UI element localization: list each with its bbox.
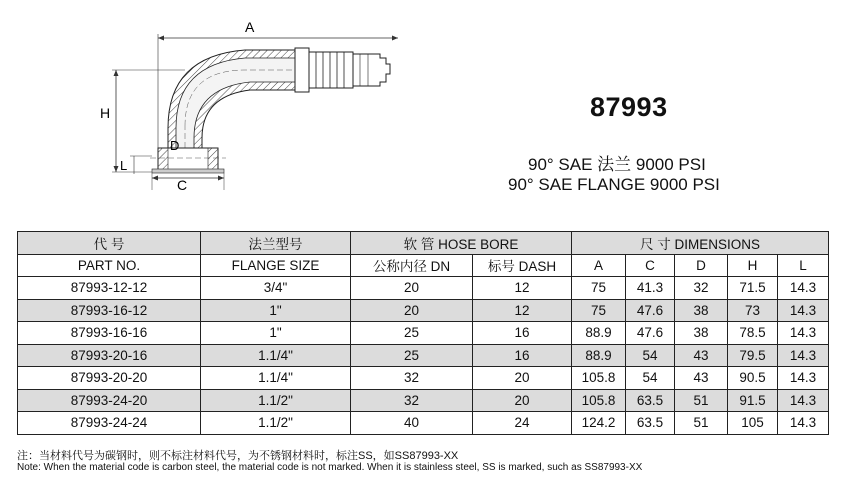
cell-c: 54 (626, 344, 675, 367)
cell-dash: 12 (473, 277, 572, 300)
cell-l: 14.3 (778, 299, 829, 322)
cell-dash: 12 (473, 299, 572, 322)
cell-a: 124.2 (572, 412, 626, 435)
dim-c-label: C (177, 177, 188, 193)
cell-d: 43 (675, 367, 728, 390)
cell-dn: 32 (351, 389, 473, 412)
cell-part: 87993-16-16 (18, 322, 201, 345)
cell-dn: 32 (351, 367, 473, 390)
table-row (18, 344, 829, 367)
cell-flange: 1" (201, 299, 351, 322)
cell-dash: 24 (473, 412, 572, 435)
header-col-c: C (626, 254, 675, 277)
cell-part: 87993-16-12 (18, 299, 201, 322)
cell-a: 75 (572, 299, 626, 322)
cell-part: 87993-24-24 (18, 412, 201, 435)
header-col-d: D (675, 254, 728, 277)
cell-c: 54 (626, 367, 675, 390)
cell-l: 14.3 (778, 412, 829, 435)
cell-dn: 20 (351, 277, 473, 300)
cell-a: 88.9 (572, 344, 626, 367)
cell-part: 87993-24-20 (18, 389, 201, 412)
part-code-title: 87993 (590, 92, 668, 122)
cell-flange: 1.1/4" (201, 367, 351, 390)
cell-c: 63.5 (626, 412, 675, 435)
cell-l: 14.3 (778, 344, 829, 367)
header-col-a: A (572, 254, 626, 277)
cell-dn: 25 (351, 322, 473, 345)
header-flange-cn: 法兰型号 (201, 232, 351, 255)
note-en: Note: When the material code is carbon steel, the material code is not marked. When it is stainless steel, SS is marked, such as SS87993-XX (17, 462, 643, 473)
cell-h: 90.5 (728, 367, 778, 390)
flange (150, 148, 226, 173)
header-col-h: H (728, 254, 778, 277)
cell-part: 87993-20-20 (18, 367, 201, 390)
cell-dn: 20 (351, 299, 473, 322)
cell-c: 47.6 (626, 322, 675, 345)
table-row (18, 299, 829, 322)
cell-dn: 25 (351, 344, 473, 367)
dim-d-label: D (170, 138, 180, 153)
cell-d: 32 (675, 277, 728, 300)
note-cn: 注：当材料代号为碳钢时，则不标注材料代号，为不锈钢材料时，标注SS，如SS87993-XX (17, 450, 459, 462)
table-row (18, 277, 829, 300)
dim-a-label: A (245, 19, 255, 35)
table-row (18, 322, 829, 345)
header-flange-en: FLANGE SIZE (201, 254, 351, 277)
header-dn: 公称内径 DN (351, 254, 473, 277)
header-part-en: PART NO. (18, 254, 201, 277)
header-hose-bore: 软 管 HOSE BORE (351, 232, 572, 255)
cell-a: 88.9 (572, 322, 626, 345)
cell-dash: 20 (473, 367, 572, 390)
dimension-l (120, 156, 152, 174)
header-row-2 (18, 254, 829, 277)
cell-l: 14.3 (778, 367, 829, 390)
dimension-d (170, 138, 179, 153)
cell-part: 87993-12-12 (18, 277, 201, 300)
cell-h: 105 (728, 412, 778, 435)
fitting-drawing (90, 8, 410, 198)
dim-l-label: L (120, 158, 128, 173)
ferrule (295, 48, 390, 92)
cell-l: 14.3 (778, 389, 829, 412)
cell-dash: 20 (473, 389, 572, 412)
header-dash: 标号 DASH (473, 254, 572, 277)
cell-part: 87993-20-16 (18, 344, 201, 367)
cell-h: 78.5 (728, 322, 778, 345)
product-title-en: 90° SAE FLANGE 9000 PSI (508, 175, 720, 194)
cell-dash: 16 (473, 344, 572, 367)
cell-c: 41.3 (626, 277, 675, 300)
header-col-l: L (778, 254, 829, 277)
table-row (18, 367, 829, 390)
dimension-c (152, 173, 224, 193)
cell-h: 91.5 (728, 389, 778, 412)
cell-c: 63.5 (626, 389, 675, 412)
table-row (18, 412, 829, 435)
cell-d: 38 (675, 299, 728, 322)
dim-h-label: H (100, 105, 111, 121)
cell-dn: 40 (351, 412, 473, 435)
header-part-cn: 代 号 (18, 232, 201, 255)
cell-flange: 3/4" (201, 277, 351, 300)
header-dimensions: 尺 寸 DIMENSIONS (572, 232, 829, 255)
cell-flange: 1" (201, 322, 351, 345)
table-row (18, 389, 829, 412)
product-title-cn: 90° SAE 法兰 9000 PSI (528, 155, 706, 174)
spec-table (17, 231, 829, 435)
cell-a: 75 (572, 277, 626, 300)
cell-dash: 16 (473, 322, 572, 345)
header-row-1 (18, 232, 829, 255)
cell-d: 51 (675, 389, 728, 412)
cell-d: 38 (675, 322, 728, 345)
cell-flange: 1.1/2" (201, 412, 351, 435)
cell-a: 105.8 (572, 389, 626, 412)
cell-l: 14.3 (778, 322, 829, 345)
cell-l: 14.3 (778, 277, 829, 300)
cell-flange: 1.1/4" (201, 344, 351, 367)
cell-a: 105.8 (572, 367, 626, 390)
cell-c: 47.6 (626, 299, 675, 322)
cell-d: 51 (675, 412, 728, 435)
cell-h: 79.5 (728, 344, 778, 367)
cell-flange: 1.1/2" (201, 389, 351, 412)
cell-h: 71.5 (728, 277, 778, 300)
cell-d: 43 (675, 344, 728, 367)
cell-h: 73 (728, 299, 778, 322)
